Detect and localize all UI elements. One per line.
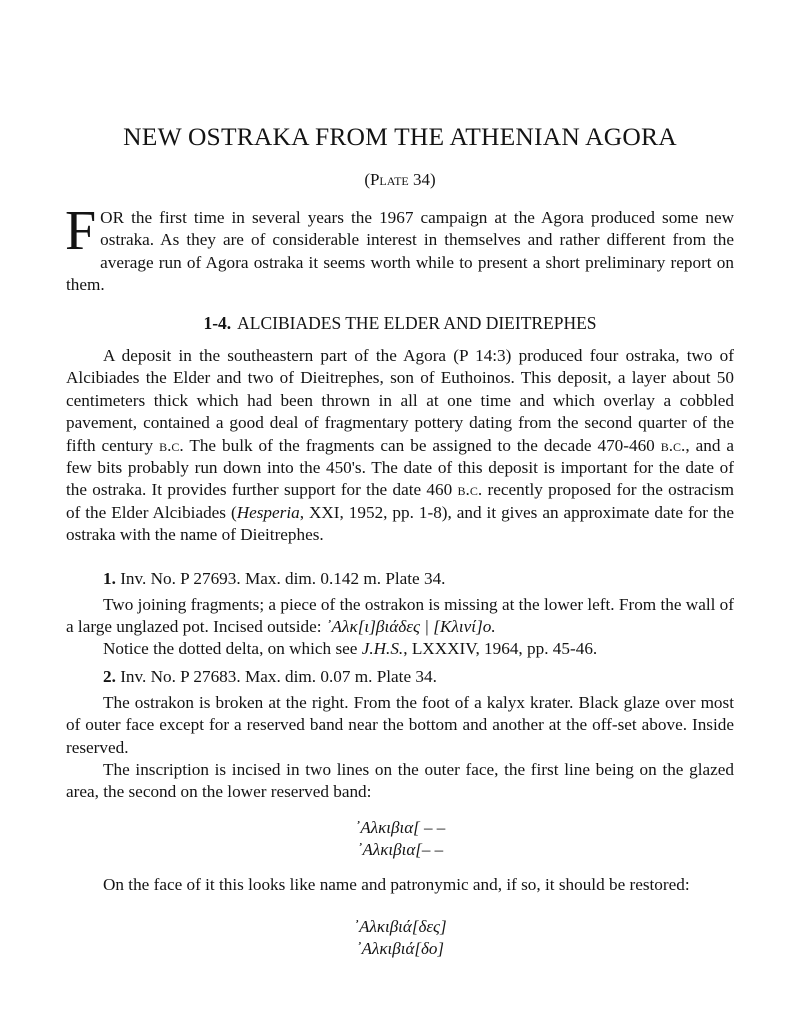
entry-1-text: Two joining fragments; a piece of the ostrakon is missing at the lower left. From the wall of a large unglazed pot. Incised outside: bbox=[66, 595, 734, 637]
section-heading bbox=[66, 313, 734, 334]
bc-abbrev: b.c. bbox=[457, 480, 483, 500]
restoration-paragraph bbox=[66, 874, 734, 896]
entry-2-inscription-note bbox=[66, 759, 734, 804]
entry-1-greek: ᾿Αλκ[ι]βιάδες | [Κλινί]ο. bbox=[325, 617, 496, 637]
deposit-text-5: , XXI, 1952, pp. 1-8), and it gives an approximate date for the ostraka with the name of Dieitrephes. bbox=[66, 502, 734, 545]
entry-1-number: 1. bbox=[103, 569, 116, 588]
drop-cap: F bbox=[65, 200, 97, 262]
section-number: 1-4. bbox=[203, 313, 232, 333]
bc-abbrev: b.c. bbox=[159, 435, 184, 455]
journal-title: Hesperia bbox=[236, 502, 300, 522]
entry-1-header-text: Inv. No. P 27693. Max. dim. 0.142 m. Plate 34. bbox=[120, 569, 446, 588]
inscription-line-1: ᾿Αλκιβια[ – – bbox=[354, 818, 446, 837]
deposit-text-4: recently proposed for the ostracism of the Elder Alcibiades ( bbox=[66, 480, 735, 522]
entry-1-description bbox=[66, 594, 734, 639]
intro-text: OR the first time in several years the 1967 campaign at the Agora produced some new ostraka. As they are of considerable interest in themselves and rather different from the average run of Agora ostraka it seems worth while to present a short preliminary report on them. bbox=[66, 208, 734, 295]
entry-2-number: 2. bbox=[103, 667, 116, 686]
entry-2-header-text: Inv. No. P 27683. Max. dim. 0.07 m. Plate 34. bbox=[120, 667, 437, 686]
entry-2-header bbox=[66, 666, 734, 688]
intro-paragraph bbox=[65, 200, 734, 297]
entry-2-inscription-text: The inscription is incised in two lines on the outer face, the first line being on the glazed area, the second on the lower reserved band: bbox=[66, 760, 734, 802]
deposit-text-2: The bulk of the fragments can be assigned to the decade 470-460 bbox=[189, 435, 655, 455]
entry-1-note-journal: J.H.S. bbox=[361, 639, 404, 658]
inscription-block bbox=[66, 817, 734, 861]
restored-inscription-block bbox=[66, 916, 734, 960]
deposit-paragraph bbox=[66, 345, 734, 547]
plate-reference bbox=[66, 170, 734, 190]
inscription-line-2: ᾿Αλκιβια[– – bbox=[356, 840, 444, 859]
bc-abbrev: b.c. bbox=[660, 435, 686, 455]
restored-line-2: ᾿Αλκιβιά[δο] bbox=[355, 939, 445, 958]
deposit-text-3: , and a few bits probably run down into the 450's. The date of this deposit is important for the date of the ostraka. It provides further support for the date 460 bbox=[66, 435, 735, 500]
restored-line-1: ᾿Αλκιβιά[δες] bbox=[353, 917, 447, 936]
entry-1-note bbox=[66, 638, 734, 660]
plate-reference-text: (Plate 34) bbox=[364, 170, 436, 189]
section-title: ALCIBIADES THE ELDER AND DIEITREPHES bbox=[237, 313, 597, 333]
entry-2-text: The ostrakon is broken at the right. From the foot of a kalyx krater. Black glaze over most of outer face except for a reserved band near the bottom and another at the off-set above. Inside reserved. bbox=[66, 693, 734, 757]
page-title: NEW OSTRAKA FROM THE ATHENIAN AGORA bbox=[123, 122, 677, 151]
entry-1-header bbox=[66, 568, 734, 590]
deposit-text-1: A deposit in the southeastern part of the Agora (P 14:3) produced four ostraka, two of Alcibiades the Elder and two of Dieitrephes, son of Euthoinos. This deposit, a layer about 50 centimeters thick which had been thrown in all at one time and which overlay a cobbled pavement, contained a good deal of fragmentary pottery dating from the second quarter of the fifth century bbox=[66, 346, 734, 455]
entry-1-note-suffix: , LXXXIV, 1964, pp. 45-46. bbox=[403, 639, 598, 658]
entry-1-note-prefix: Notice the dotted delta, on which see bbox=[103, 639, 358, 658]
restoration-text: On the face of it this looks like name and patronymic and, if so, it should be restored: bbox=[103, 875, 690, 894]
entry-2-description bbox=[66, 692, 734, 759]
